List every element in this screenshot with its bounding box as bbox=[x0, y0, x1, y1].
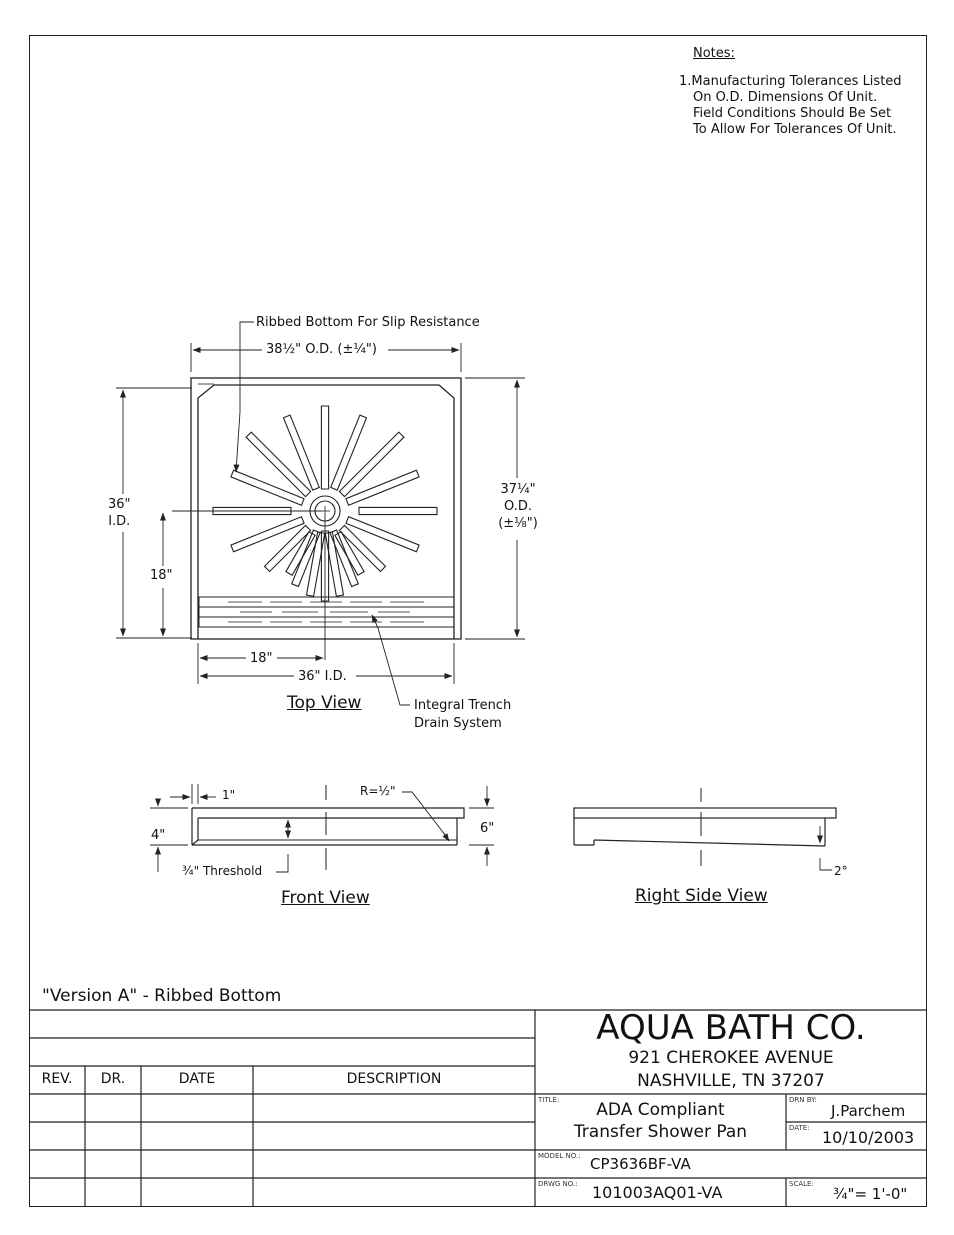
version-label: "Version A" - Ribbed Bottom bbox=[42, 986, 282, 1006]
drawing-title: ADA Compliant Transfer Shower Pan bbox=[573, 1100, 748, 1142]
rib-slot bbox=[292, 530, 320, 587]
drawn-by-caption: DRN BY: bbox=[789, 1096, 817, 1104]
drawing-number-caption: DRWG NO.: bbox=[538, 1180, 578, 1188]
top-view-outline bbox=[191, 378, 461, 639]
front-view-dimensions bbox=[150, 784, 494, 872]
rib-slot bbox=[346, 470, 419, 505]
rib-slot bbox=[331, 415, 367, 490]
company-address-1: 921 CHEROKEE AVENUE bbox=[628, 1048, 834, 1068]
top-view-title: Top View bbox=[287, 693, 362, 713]
scale-caption: SCALE: bbox=[789, 1180, 814, 1188]
height-right-dimension: 6" bbox=[480, 821, 495, 836]
radius-dimension: R=½" bbox=[360, 784, 396, 798]
rib-slot bbox=[359, 507, 437, 514]
half-height-dimension: 18" bbox=[150, 568, 173, 583]
od-width-dimension: 38½" O.D. (±¼") bbox=[266, 342, 377, 357]
side-view-dimensions bbox=[820, 826, 832, 870]
drawing-number-value: 101003AQ01-VA bbox=[592, 1183, 723, 1202]
height-left-dimension: 4" bbox=[151, 828, 166, 843]
model-caption: MODEL NO.: bbox=[538, 1152, 581, 1160]
rev-header: REV. bbox=[41, 1071, 73, 1087]
note-line-4: To Allow For Tolerances Of Unit. bbox=[693, 122, 897, 137]
company-name: AQUA BATH CO. bbox=[596, 1008, 866, 1048]
rib-slot bbox=[330, 530, 358, 587]
id-height-dimension: 36" I.D. bbox=[108, 497, 131, 529]
note-line-2: On O.D. Dimensions Of Unit. bbox=[693, 90, 878, 105]
company-address-2: NASHVILLE, TN 37207 bbox=[637, 1071, 825, 1091]
top-view-center-lines bbox=[172, 511, 325, 660]
threshold-dimension: ¾" Threshold bbox=[182, 864, 263, 878]
od-height-dimension: 37¼" O.D. (±⅛") bbox=[498, 482, 538, 531]
dr-header: DR. bbox=[100, 1071, 126, 1087]
description-header: DESCRIPTION bbox=[346, 1071, 442, 1087]
note-line-3: Field Conditions Should Be Set bbox=[693, 106, 892, 121]
rib-slot bbox=[321, 406, 328, 489]
notes-heading: Notes: bbox=[693, 46, 735, 61]
scale-value: ¾"= 1'-0" bbox=[833, 1185, 908, 1203]
side-view-outline bbox=[574, 788, 836, 866]
side-view-title: Right Side View bbox=[635, 886, 768, 906]
lip-dimension: 1" bbox=[222, 788, 236, 802]
rib-slot bbox=[265, 525, 311, 571]
rib-slot bbox=[346, 517, 419, 552]
model-value: CP3636BF-VA bbox=[590, 1155, 691, 1173]
id-width-dimension: 36" I.D. bbox=[298, 669, 347, 684]
front-view-title: Front View bbox=[281, 888, 370, 908]
rib-slot bbox=[231, 517, 304, 552]
note-line-1: 1.Manufacturing Tolerances Listed bbox=[679, 74, 902, 89]
date-caption: DATE: bbox=[789, 1124, 810, 1132]
date-value: 10/10/2003 bbox=[822, 1128, 915, 1147]
rib-slot bbox=[284, 415, 320, 490]
drawn-by-value: J.Parchem bbox=[831, 1102, 906, 1120]
rib-slot bbox=[231, 470, 304, 505]
title-caption: TITLE: bbox=[538, 1096, 560, 1104]
date-header: DATE bbox=[178, 1071, 216, 1087]
ribbed-bottom-label: Ribbed Bottom For Slip Resistance bbox=[256, 315, 480, 330]
slope-dimension: 2° bbox=[834, 864, 848, 878]
rib-slot bbox=[339, 525, 385, 571]
top-view-dimensions bbox=[116, 322, 525, 705]
trench-drain-label: Integral Trench Drain System bbox=[414, 698, 512, 731]
half-width-dimension: 18" bbox=[250, 651, 273, 666]
